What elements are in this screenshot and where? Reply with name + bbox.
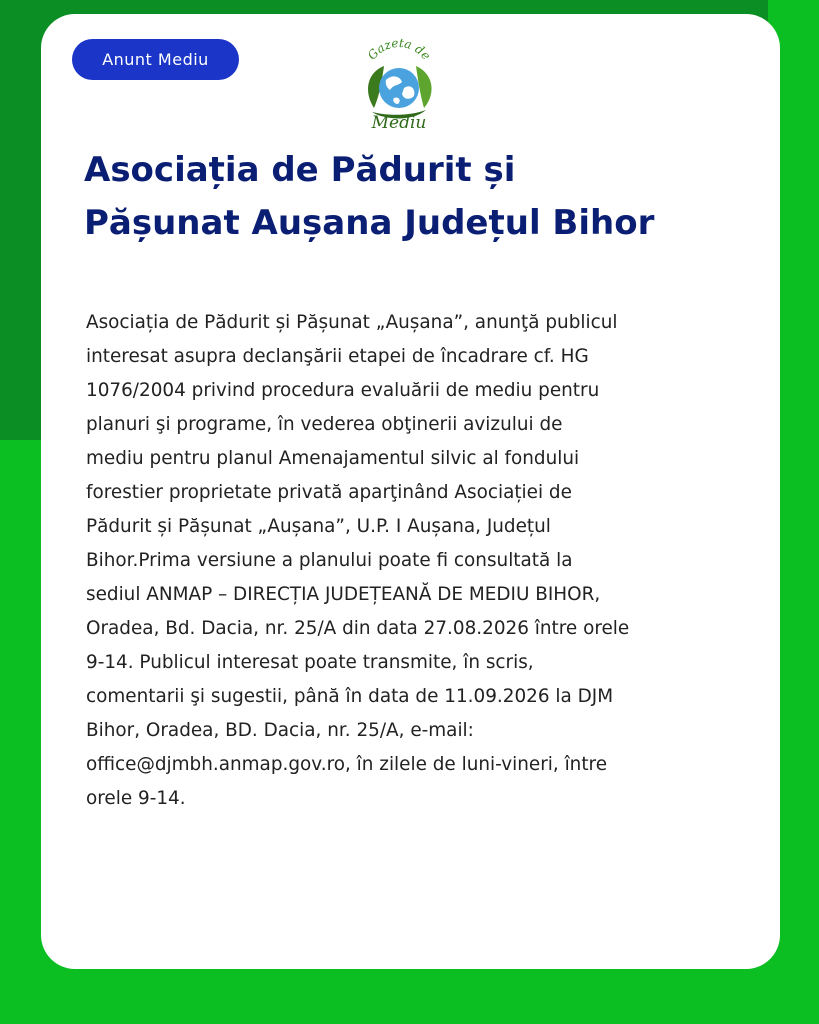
- category-badge: Anunt Mediu: [72, 39, 239, 80]
- page-title: [84, 144, 764, 250]
- body-line: mediu pentru planul Amenajamentul silvic al fondului: [86, 448, 580, 469]
- globe-leaf-logo-icon: [354, 38, 444, 134]
- gazeta-de-mediu-logo: [354, 38, 444, 134]
- body-line: Bihor, Oradea, BD. Dacia, nr. 25/A, e-mail:: [86, 720, 474, 741]
- body-line: planuri şi programe, în vederea obţinerii avizului de: [86, 414, 563, 435]
- body-line: orele 9-14.: [86, 788, 186, 809]
- logo-text-top: Gazeta de: [364, 38, 434, 63]
- title-line: Asociația de Pădurit și: [84, 150, 516, 190]
- title-line: Pășunat Aușana Județul Bihor: [84, 203, 655, 243]
- body-line: Pădurit și Pășunat „Aușana”, U.P. I Aușana, Județul: [86, 516, 551, 537]
- announcement-card: [41, 14, 780, 969]
- body-line: Bihor.Prima versiune a planului poate fi consultată la: [86, 550, 573, 571]
- body-line: 9-14. Publicul interesat poate transmite, în scris,: [86, 652, 534, 673]
- logo-text-bottom: Mediu: [371, 113, 427, 133]
- body-line: interesat asupra declanşării etapei de încadrare cf. HG: [86, 346, 589, 367]
- body-line: Asociația de Pădurit și Pășunat „Aușana”, anunţă publicul: [86, 312, 618, 333]
- body-line: sediul ANMAP – DIRECȚIA JUDEȚEANĂ DE MEDIU BIHOR,: [86, 584, 601, 605]
- body-line: forestier proprietate privată aparţinând Asociației de: [86, 482, 572, 503]
- announcement-body: [86, 306, 746, 816]
- body-line: office@djmbh.anmap.gov.ro, în zilele de luni-vineri, între: [86, 754, 608, 775]
- body-line: Oradea, Bd. Dacia, nr. 25/A din data 27.08.2026 între orele: [86, 618, 630, 639]
- body-line: comentarii şi sugestii, până în data de 11.09.2026 la DJM: [86, 686, 614, 707]
- body-line: 1076/2004 privind procedura evaluării de mediu pentru: [86, 380, 600, 401]
